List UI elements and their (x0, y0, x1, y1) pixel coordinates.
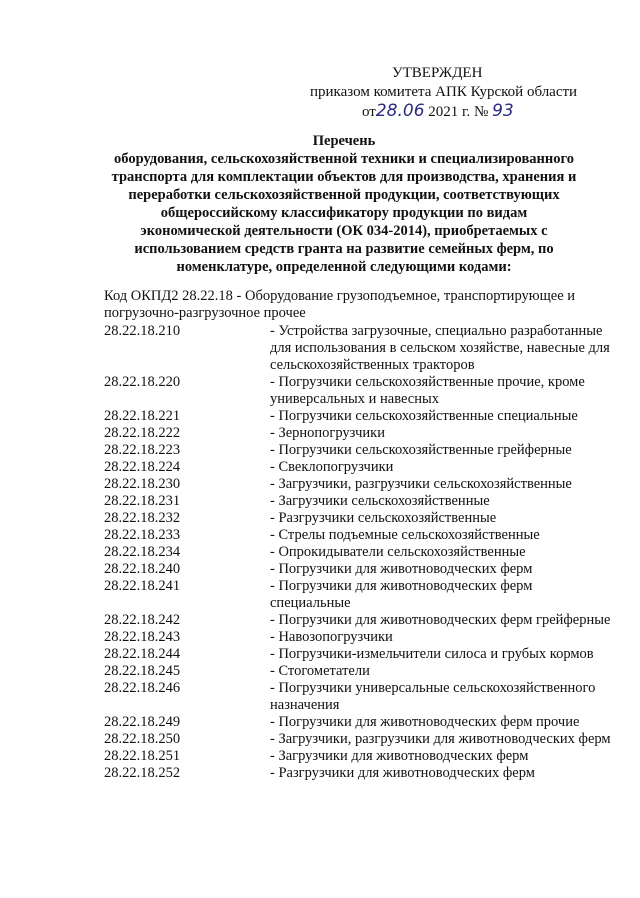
table-row (104, 425, 615, 442)
item-description: - Погрузчики универсальные сельскохозяйственного назначения (270, 680, 596, 713)
item-code: 28.22.18.234 (104, 544, 181, 560)
title-line: транспорта для комплектации объектов для производства, хранения и (111, 169, 577, 185)
item-code: 28.22.18.232 (104, 510, 181, 526)
item-description: - Загрузчики, разгрузчики сельскохозяйственные (270, 476, 572, 492)
item-code: 28.22.18.251 (104, 748, 181, 764)
item-description: - Погрузчики-измельчители силоса и грубых кормов (270, 646, 594, 662)
table-row (104, 408, 615, 425)
item-code: 28.22.18.223 (104, 442, 181, 458)
date-prefix: от (362, 104, 376, 120)
table-row (104, 612, 615, 629)
table-row (104, 765, 615, 782)
table-row (104, 527, 615, 544)
title-line: использованием средств гранта на развитие семейных ферм, по (134, 241, 554, 257)
item-description: - Погрузчики для животноводческих ферм прочие (270, 714, 580, 730)
section-heading: Код ОКПД2 28.22.18 - Оборудование грузоподъемное, транспортирующее и погрузочно-разгрузочное прочее (104, 288, 576, 321)
table-row (104, 476, 615, 493)
item-description: - Устройства загрузочные, специально разработанные для использования в сельском хозяйстве, навесные для сельскохозяйственных тракторов (270, 323, 610, 373)
date-year: 2021 г. № (428, 104, 489, 120)
table-row (104, 578, 615, 612)
title-line: общероссийскому классификатору продукции по видам (160, 205, 528, 221)
approval-order: приказом комитета АПК Курской области (310, 84, 578, 100)
table-row (104, 714, 615, 731)
item-description: - Загрузчики для животноводческих ферм (270, 748, 529, 764)
handwritten-number: 93 (492, 101, 514, 121)
items-table (104, 323, 615, 782)
approval-stamp (300, 64, 580, 122)
item-description: - Разгрузчики сельскохозяйственные (270, 510, 497, 526)
title-line: переработки сельскохозяйственной продукции, соответствующих (128, 187, 560, 203)
item-description: - Навозопогрузчики (270, 629, 393, 645)
item-description: - Зернопогрузчики (270, 425, 385, 441)
item-code: 28.22.18.233 (104, 527, 181, 543)
table-row (104, 323, 615, 374)
table-row (104, 510, 615, 527)
table-row (104, 459, 615, 476)
handwritten-date: 28.06 (375, 101, 425, 121)
title-line: Перечень (312, 133, 376, 149)
title-line: оборудования, сельскохозяйственной техники и специализированного (114, 151, 574, 167)
table-row (104, 680, 615, 714)
item-code: 28.22.18.249 (104, 714, 181, 730)
item-code: 28.22.18.246 (104, 680, 181, 696)
item-description: - Погрузчики сельскохозяйственные прочие, кроме универсальных и навесных (270, 374, 585, 407)
item-code: 28.22.18.250 (104, 731, 181, 747)
table-row (104, 561, 615, 578)
item-code: 28.22.18.244 (104, 646, 181, 662)
table-row (104, 629, 615, 646)
table-row (104, 646, 615, 663)
item-description: - Погрузчики для животноводческих ферм грейферные (270, 612, 611, 628)
item-description: - Свеклопогрузчики (270, 459, 394, 475)
item-description: - Загрузчики сельскохозяйственные (270, 493, 490, 509)
item-code: 28.22.18.242 (104, 612, 181, 628)
item-code: 28.22.18.231 (104, 493, 181, 509)
item-code: 28.22.18.220 (104, 374, 181, 390)
table-row (104, 544, 615, 561)
approval-date-line (300, 102, 580, 122)
item-description: - Погрузчики сельскохозяйственные специальные (270, 408, 578, 424)
item-description: - Погрузчики сельскохозяйственные грейферные (270, 442, 572, 458)
item-description: - Опрокидыватели сельскохозяйственные (270, 544, 526, 560)
item-description: - Загрузчики, разгрузчики для животноводческих ферм (270, 731, 611, 747)
item-description: - Стогометатели (270, 663, 370, 679)
item-code: 28.22.18.210 (104, 323, 181, 339)
title-line: экономической деятельности (ОК 034-2014), приобретаемых с (140, 223, 548, 239)
approved-heading: УТВЕРЖДЕН (392, 65, 483, 81)
item-code: 28.22.18.230 (104, 476, 181, 492)
item-code: 28.22.18.224 (104, 459, 181, 475)
table-row (104, 442, 615, 459)
table-row (104, 731, 615, 748)
item-code: 28.22.18.252 (104, 765, 181, 781)
item-code: 28.22.18.241 (104, 578, 181, 594)
document-title (94, 132, 594, 276)
item-code: 28.22.18.222 (104, 425, 181, 441)
table-row (104, 374, 615, 408)
item-description: - Погрузчики для животноводческих ферм (270, 561, 533, 577)
item-description: - Разгрузчики для животноводческих ферм (270, 765, 535, 781)
table-row (104, 748, 615, 765)
table-row (104, 493, 615, 510)
item-code: 28.22.18.245 (104, 663, 181, 679)
item-description: - Стрелы подъемные сельскохозяйственные (270, 527, 540, 543)
item-code: 28.22.18.240 (104, 561, 181, 577)
item-code: 28.22.18.243 (104, 629, 181, 645)
item-code: 28.22.18.221 (104, 408, 181, 424)
item-description: - Погрузчики для животноводческих ферм специальные (270, 578, 533, 611)
table-row (104, 663, 615, 680)
title-line: номенклатуре, определенной следующими кодами: (176, 259, 512, 275)
